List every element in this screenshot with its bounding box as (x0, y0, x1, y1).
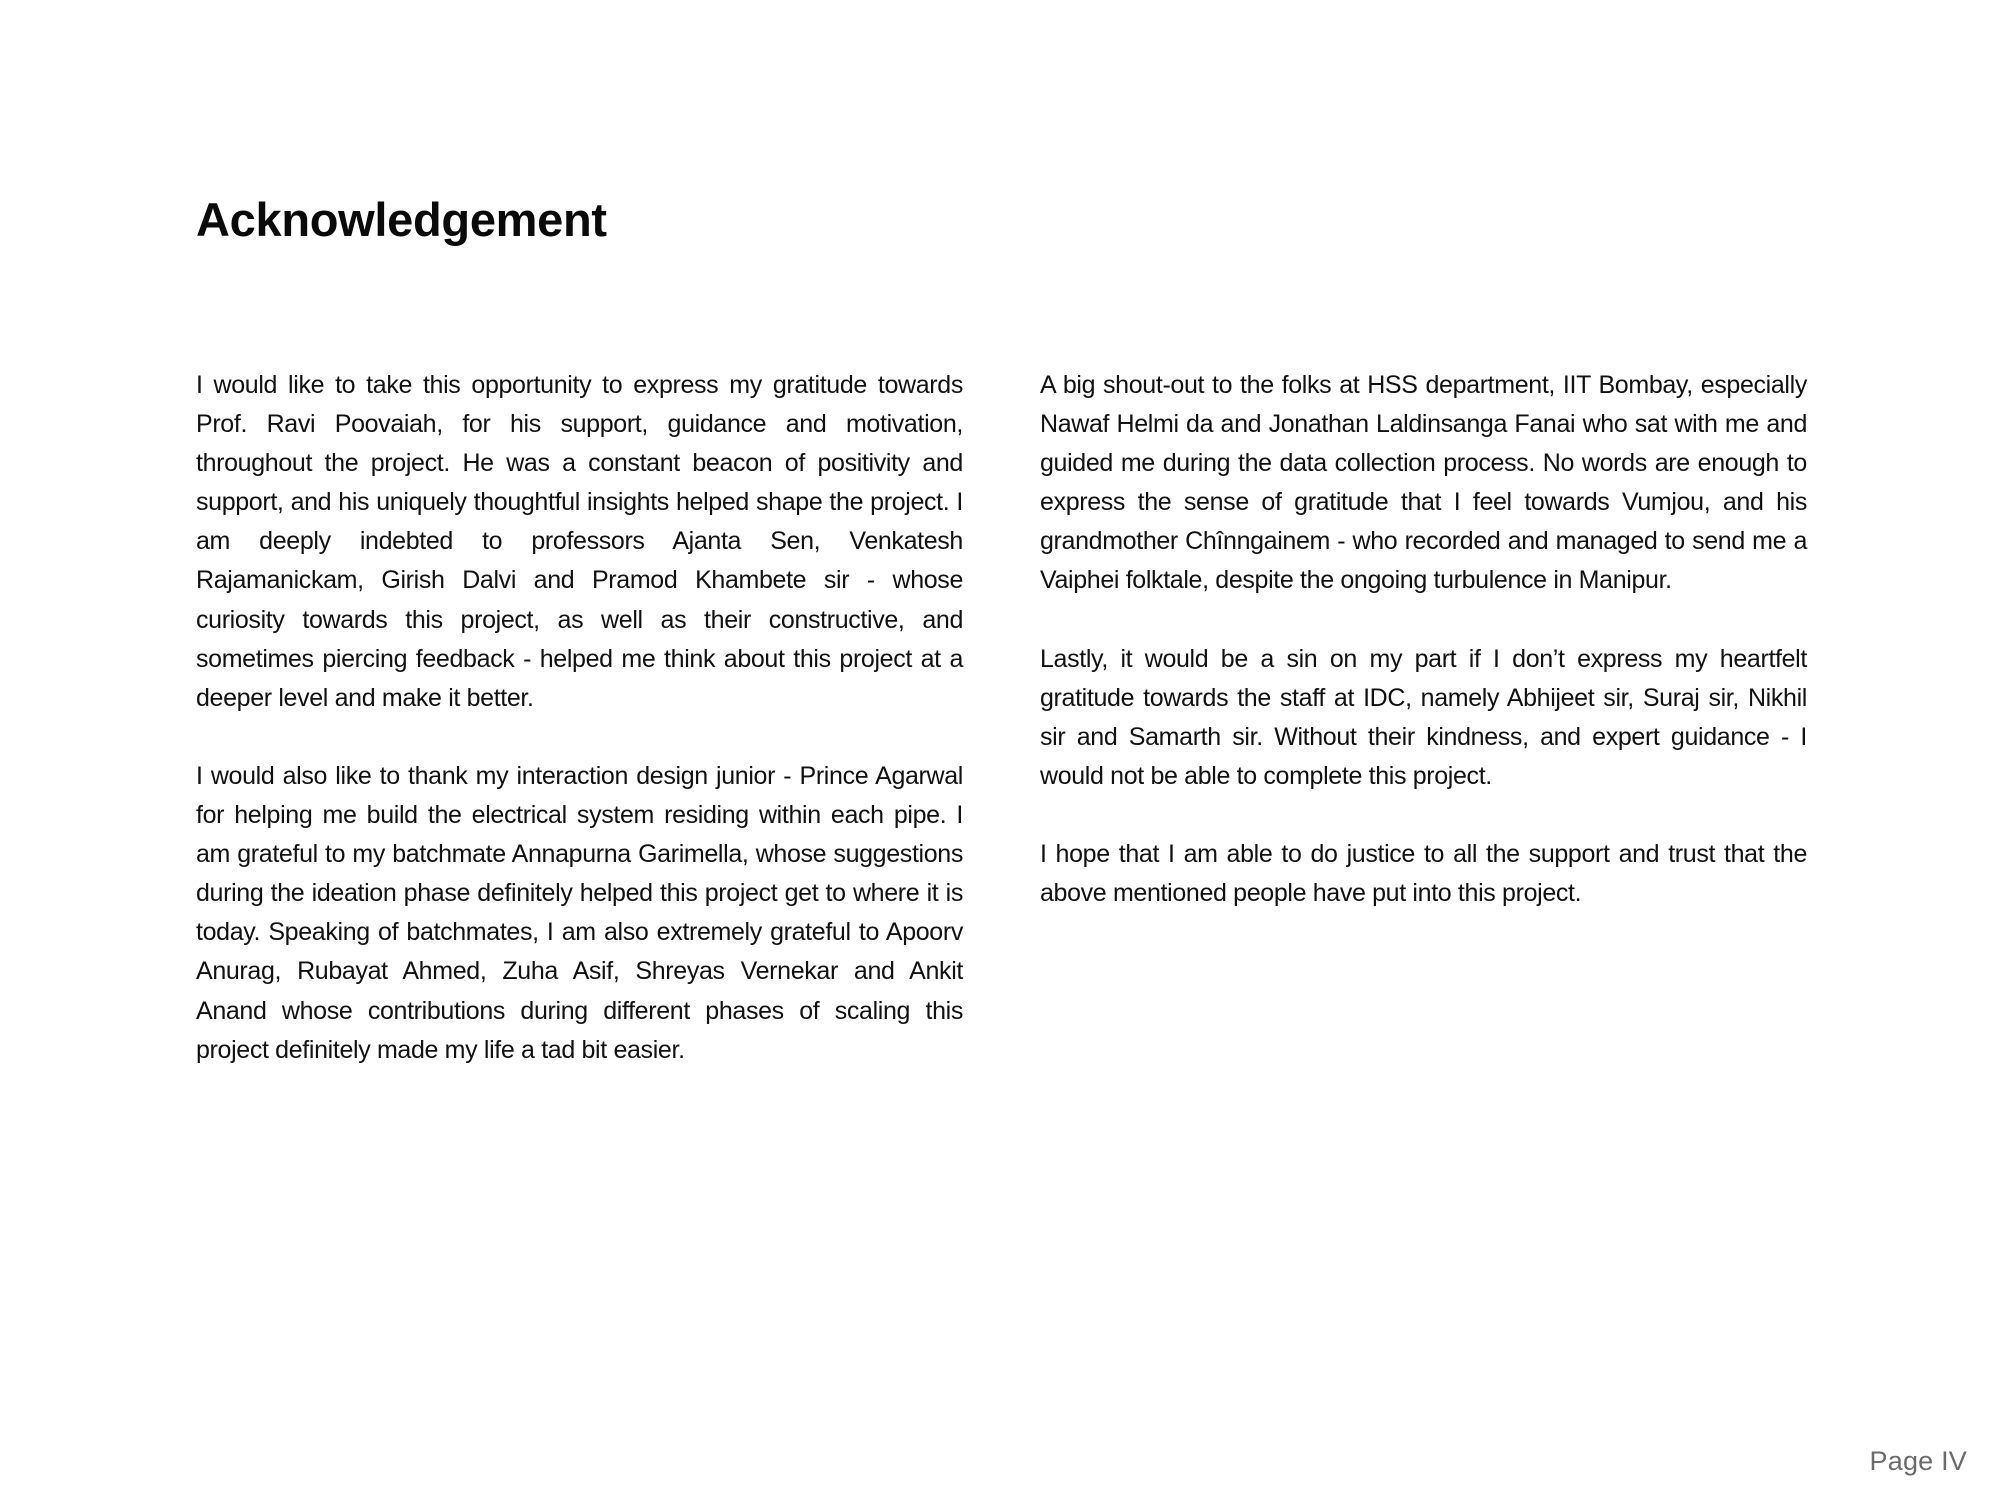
paragraph-hss-department: A big shout-out to the folks at HSS department, IIT Bombay, especially Nawaf Helmi da and Jonathan Laldinsanga Fanai who sat with me and guided me during the data collection process. No words are enough to express the sense of gratitude that I feel towards Vumjou, and his grandmother Chînngainem - who recorded and managed to send me a Vaiphei folktale, despite the ongoing turbulence in Manipur. (1040, 371, 1807, 595)
page-title: Acknowledgement (196, 193, 607, 246)
paragraph-peers: I would also like to thank my interaction design junior - Prince Agarwal for helping me build the electrical system residing within each pipe. I am grateful to my batchmate Annapurna Garimella, whose suggestions during the ideation phase definitely helped this project get to where it is today. Speaking of batchmates, I am also extremely grateful to Apoorv Anurag, Rubayat Ahmed, Zuha Asif, Shreyas Vernekar and Ankit Anand whose contributions during different phases of scaling this project definitely made my life a tad bit easier. (196, 761, 963, 1064)
paragraph-closing: I hope that I am able to do justice to all the support and trust that the above mentioned people have put into this project. (1040, 840, 1807, 908)
right-column (1040, 366, 1807, 952)
paragraph-idc-staff: Lastly, it would be a sin on my part if I don’t express my heartfelt gratitude towards the staff at IDC, namely Abhijeet sir, Suraj sir, Nikhil sir and Samarth sir. Without their kindness, and expert guidance - I would not be able to complete this project. (1040, 644, 1807, 790)
page-number: Page IV (1869, 1446, 1967, 1476)
paragraph-advisors: I would like to take this opportunity to express my gratitude towards Prof. Ravi Poovaiah, for his support, guidance and motivation, throughout the project. He was a constant beacon of positivity and support, and his uniquely thoughtful insights helped shape the project. I am deeply indebted to professors Ajanta Sen, Venkatesh Rajamanickam, Girish Dalvi and Pramod Khambete sir - whose curiosity towards this project, as well as their constructive, and sometimes piercing feedback - helped me think about this project at a deeper level and make it better. (196, 371, 963, 712)
left-column (196, 366, 963, 1109)
